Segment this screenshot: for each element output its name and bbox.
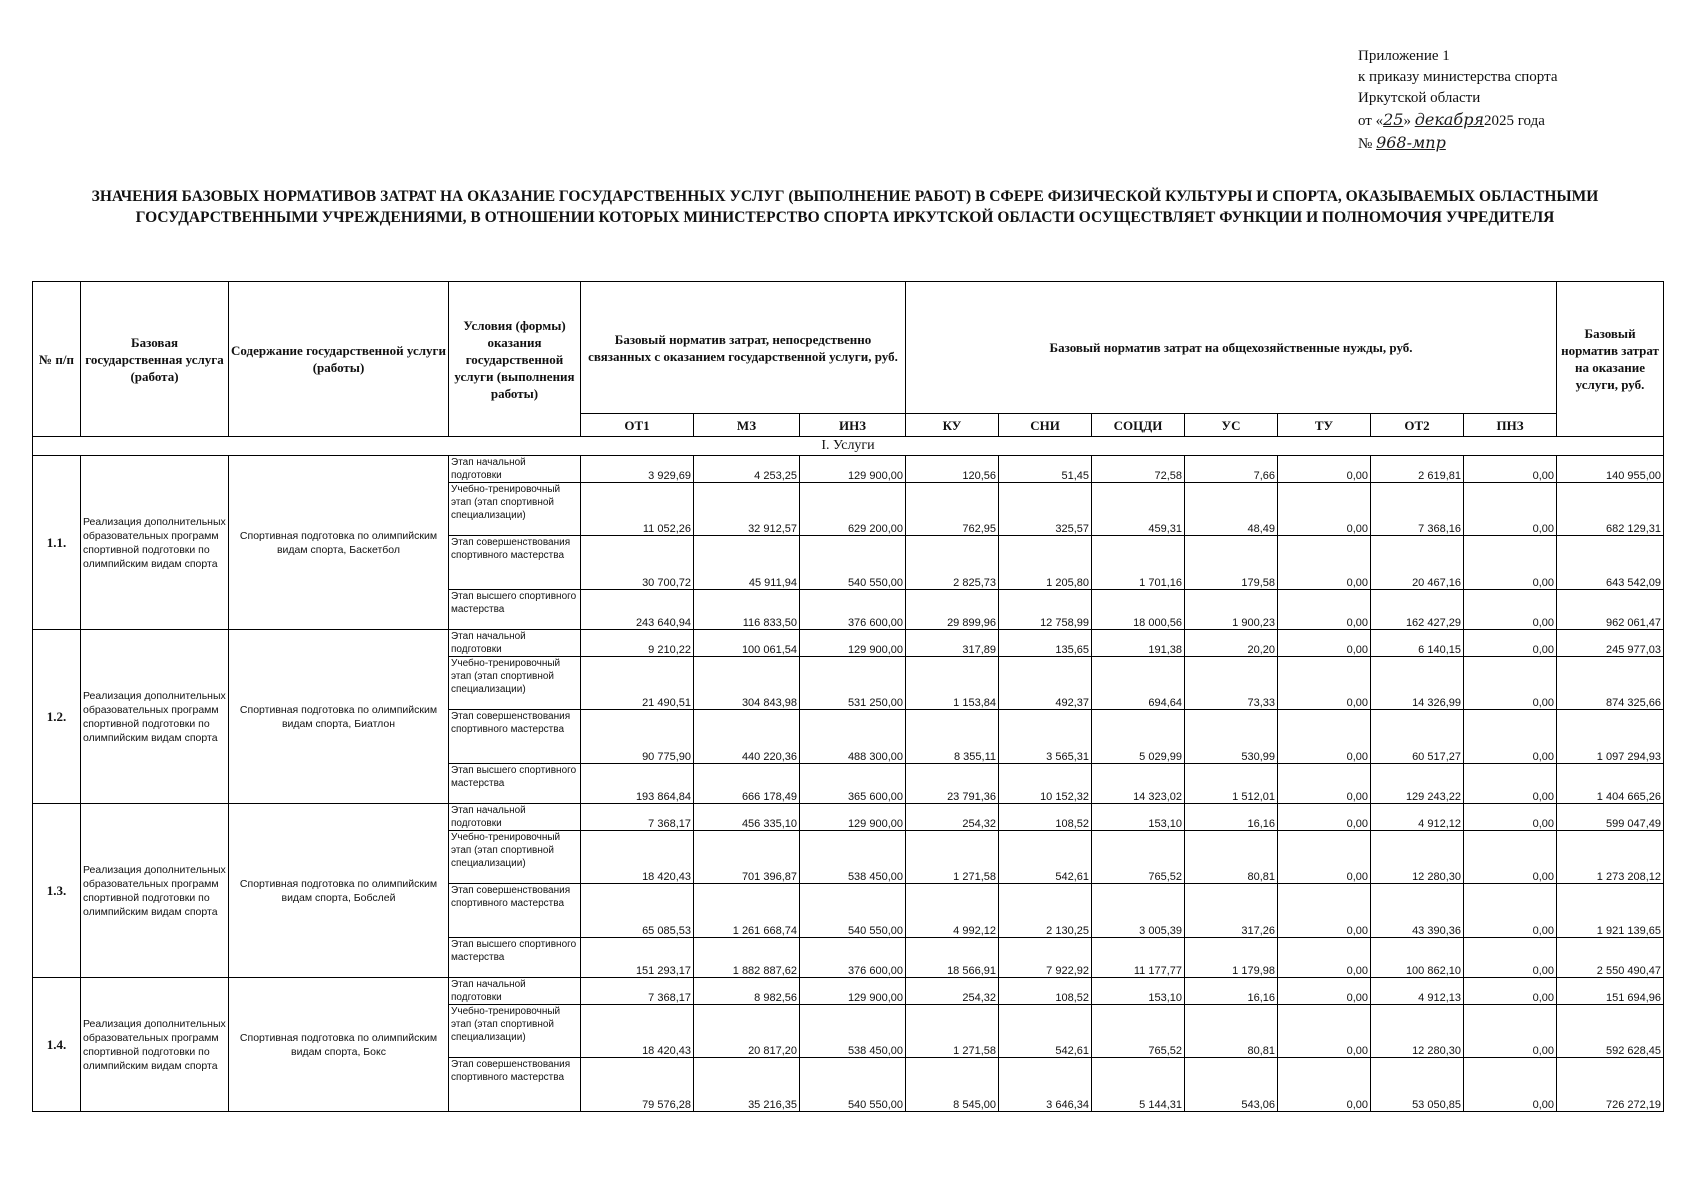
cost-value-cell: 29 899,96	[906, 590, 999, 630]
cost-value-cell: 4 912,12	[1371, 804, 1464, 831]
number-prefix: №	[1358, 136, 1377, 152]
stage-cell: Этап совершенствования спортивного мастерства	[449, 710, 581, 764]
date-day-handwritten: 25	[1383, 110, 1404, 129]
cost-value-cell: 12 280,30	[1371, 831, 1464, 884]
date-year: 2025 года	[1484, 113, 1545, 129]
cost-value-cell: 9 210,22	[581, 630, 694, 657]
cost-value-cell: 459,31	[1092, 483, 1185, 536]
cost-value-cell: 4 912,13	[1371, 978, 1464, 1005]
cost-value-cell: 765,52	[1092, 1005, 1185, 1058]
cost-value-cell: 43 390,36	[1371, 884, 1464, 938]
cost-value-cell: 135,65	[999, 630, 1092, 657]
cost-value-cell: 90 775,90	[581, 710, 694, 764]
cost-value-cell: 129 900,00	[800, 978, 906, 1005]
header-general-costs: Базовый норматив затрат на общехозяйственные нужды, руб.	[906, 282, 1557, 414]
cost-value-cell: 129 900,00	[800, 804, 906, 831]
cost-value-cell: 543,06	[1185, 1058, 1278, 1112]
cost-value-cell: 179,58	[1185, 536, 1278, 590]
stage-cell: Этап высшего спортивного мастерства	[449, 764, 581, 804]
cost-value-cell: 11 177,77	[1092, 938, 1185, 978]
cost-value-cell: 0,00	[1278, 978, 1371, 1005]
stage-cell: Этап начальной подготовки	[449, 804, 581, 831]
cost-value-cell: 129 243,22	[1371, 764, 1464, 804]
base-service-cell: Реализация дополнительных образовательных программ спортивной подготовки по олимпийским видам спорта	[81, 456, 229, 630]
cost-value-cell: 108,52	[999, 978, 1092, 1005]
cost-value-cell: 243 640,94	[581, 590, 694, 630]
cost-value-cell: 151 293,17	[581, 938, 694, 978]
cost-value-cell: 0,00	[1278, 483, 1371, 536]
row-number: 1.2.	[33, 630, 81, 804]
row-number: 1.1.	[33, 456, 81, 630]
cost-value-cell: 79 576,28	[581, 1058, 694, 1112]
cost-value-cell: 6 140,15	[1371, 630, 1464, 657]
cost-value-cell: 14 323,02	[1092, 764, 1185, 804]
table-row	[33, 630, 1664, 657]
cost-value-cell: 0,00	[1278, 884, 1371, 938]
cost-value-cell: 0,00	[1278, 831, 1371, 884]
cost-value-cell: 8 355,11	[906, 710, 999, 764]
cost-value-cell: 65 085,53	[581, 884, 694, 938]
cost-value-cell: 23 791,36	[906, 764, 999, 804]
cost-value-cell: 0,00	[1464, 1005, 1557, 1058]
subheader-cell: МЗ	[694, 414, 800, 437]
cost-value-cell: 762,95	[906, 483, 999, 536]
cost-value-cell: 4 253,25	[694, 456, 800, 483]
cost-value-cell: 540 550,00	[800, 536, 906, 590]
cost-value-cell: 317,26	[1185, 884, 1278, 938]
cost-value-cell: 10 152,32	[999, 764, 1092, 804]
cost-value-cell: 5 029,99	[1092, 710, 1185, 764]
cost-value-cell: 0,00	[1464, 938, 1557, 978]
cost-value-cell: 73,33	[1185, 657, 1278, 710]
cost-value-cell: 542,61	[999, 1005, 1092, 1058]
cost-value-cell: 11 052,26	[581, 483, 694, 536]
cost-value-cell: 1 701,16	[1092, 536, 1185, 590]
total-cost-cell: 2 550 490,47	[1557, 938, 1664, 978]
total-cost-cell: 726 272,19	[1557, 1058, 1664, 1112]
cost-value-cell: 0,00	[1278, 657, 1371, 710]
cost-value-cell: 35 216,35	[694, 1058, 800, 1112]
cost-value-cell: 1 261 668,74	[694, 884, 800, 938]
total-cost-cell: 682 129,31	[1557, 483, 1664, 536]
cost-value-cell: 116 833,50	[694, 590, 800, 630]
stage-cell: Учебно-тренировочный этап (этап спортивной специализации)	[449, 483, 581, 536]
cost-value-cell: 18 420,43	[581, 831, 694, 884]
cost-value-cell: 666 178,49	[694, 764, 800, 804]
cost-value-cell: 0,00	[1278, 630, 1371, 657]
cost-value-cell: 100 061,54	[694, 630, 800, 657]
appendix-number	[1358, 132, 1658, 155]
document-title: ЗНАЧЕНИЯ БАЗОВЫХ НОРМАТИВОВ ЗАТРАТ НА ОКАЗАНИЕ ГОСУДАРСТВЕННЫХ УСЛУГ (ВЫПОЛНЕНИЕ РАБОТ) В СФЕРЕ ФИЗИЧЕСКОЙ КУЛЬТУРЫ И СПОРТА, ОКАЗЫВАЕМЫХ ОБЛАСТНЫМИ ГОСУДАРСТВЕННЫМИ УЧРЕЖДЕНИЯМИ, В ОТНОШЕНИИ КОТОРЫХ МИНИСТЕРСТВО СПОРТА ИРКУТСКОЙ ОБЛАСТИ ОСУЩЕСТВЛЯЕТ ФУНКЦИИ И ПОЛНОМОЧИЯ УЧРЕДИТЕЛЯ	[91, 188, 1599, 226]
subheader-cell: ОТ2	[1371, 414, 1464, 437]
stage-cell: Этап совершенствования спортивного мастерства	[449, 1058, 581, 1112]
cost-value-cell: 488 300,00	[800, 710, 906, 764]
cost-value-cell: 5 144,31	[1092, 1058, 1185, 1112]
stage-cell: Этап совершенствования спортивного мастерства	[449, 884, 581, 938]
date-prefix: от «	[1358, 113, 1384, 129]
row-number: 1.4.	[33, 978, 81, 1112]
cost-value-cell: 1 900,23	[1185, 590, 1278, 630]
service-content-cell: Спортивная подготовка по олимпийским видам спорта, Бокс	[229, 978, 449, 1112]
cost-value-cell: 16,16	[1185, 978, 1278, 1005]
base-service-cell: Реализация дополнительных образовательных программ спортивной подготовки по олимпийским видам спорта	[81, 630, 229, 804]
cost-value-cell: 1 882 887,62	[694, 938, 800, 978]
cost-value-cell: 0,00	[1464, 804, 1557, 831]
cost-value-cell: 538 450,00	[800, 1005, 906, 1058]
cost-value-cell: 7,66	[1185, 456, 1278, 483]
cost-value-cell: 456 335,10	[694, 804, 800, 831]
cost-value-cell: 765,52	[1092, 831, 1185, 884]
cost-value-cell: 72,58	[1092, 456, 1185, 483]
cost-value-cell: 540 550,00	[800, 1058, 906, 1112]
cost-value-cell: 0,00	[1464, 536, 1557, 590]
cost-value-cell: 7 368,17	[581, 978, 694, 1005]
table-row	[33, 456, 1664, 483]
cost-value-cell: 0,00	[1464, 657, 1557, 710]
subheader-cell: ПНЗ	[1464, 414, 1557, 437]
date-month-handwritten: декабря	[1414, 110, 1485, 129]
cost-value-cell: 325,57	[999, 483, 1092, 536]
cost-value-cell: 1 153,84	[906, 657, 999, 710]
subheader-cell: УС	[1185, 414, 1278, 437]
cost-value-cell: 20 467,16	[1371, 536, 1464, 590]
subheader-cell: СОЦДИ	[1092, 414, 1185, 437]
base-service-cell: Реализация дополнительных образовательных программ спортивной подготовки по олимпийским видам спорта	[81, 804, 229, 978]
cost-value-cell: 20 817,20	[694, 1005, 800, 1058]
stage-cell: Этап совершенствования спортивного мастерства	[449, 536, 581, 590]
cost-value-cell: 53 050,85	[1371, 1058, 1464, 1112]
cost-value-cell: 21 490,51	[581, 657, 694, 710]
stage-cell: Учебно-тренировочный этап (этап спортивной специализации)	[449, 831, 581, 884]
cost-value-cell: 0,00	[1464, 1058, 1557, 1112]
cost-value-cell: 376 600,00	[800, 938, 906, 978]
cost-value-cell: 20,20	[1185, 630, 1278, 657]
cost-value-cell: 629 200,00	[800, 483, 906, 536]
cost-value-cell: 1 205,80	[999, 536, 1092, 590]
service-content-cell: Спортивная подготовка по олимпийским видам спорта, Бобслей	[229, 804, 449, 978]
cost-value-cell: 0,00	[1464, 831, 1557, 884]
service-content-cell: Спортивная подготовка по олимпийским видам спорта, Биатлон	[229, 630, 449, 804]
appendix-order-ref: к приказу министерства спорта	[1358, 69, 1558, 85]
cost-value-cell: 48,49	[1185, 483, 1278, 536]
subheader-cell: КУ	[906, 414, 999, 437]
row-number: 1.3.	[33, 804, 81, 978]
cost-value-cell: 0,00	[1464, 764, 1557, 804]
appendix-region: Иркутской области	[1358, 90, 1481, 106]
total-cost-cell: 1 273 208,12	[1557, 831, 1664, 884]
cost-value-cell: 0,00	[1278, 804, 1371, 831]
cost-value-cell: 45 911,94	[694, 536, 800, 590]
cost-value-cell: 80,81	[1185, 831, 1278, 884]
cost-value-cell: 0,00	[1464, 978, 1557, 1005]
cost-value-cell: 0,00	[1278, 764, 1371, 804]
cost-value-cell: 18 420,43	[581, 1005, 694, 1058]
cost-value-cell: 530,99	[1185, 710, 1278, 764]
header-total: Базовый норматив затрат на оказание услуги, руб.	[1557, 282, 1664, 437]
cost-value-cell: 538 450,00	[800, 831, 906, 884]
cost-value-cell: 153,10	[1092, 804, 1185, 831]
total-cost-cell: 643 542,09	[1557, 536, 1664, 590]
appendix-block	[1358, 46, 1658, 155]
appendix-date	[1358, 109, 1658, 132]
cost-value-cell: 492,37	[999, 657, 1092, 710]
cost-value-cell: 304 843,98	[694, 657, 800, 710]
stage-cell: Учебно-тренировочный этап (этап спортивной специализации)	[449, 1005, 581, 1058]
cost-value-cell: 100 862,10	[1371, 938, 1464, 978]
cost-value-cell: 365 600,00	[800, 764, 906, 804]
cost-value-cell: 7 368,16	[1371, 483, 1464, 536]
cost-value-cell: 30 700,72	[581, 536, 694, 590]
subheader-cell: ОТ1	[581, 414, 694, 437]
cost-value-cell: 540 550,00	[800, 884, 906, 938]
appendix-title: Приложение 1	[1358, 48, 1450, 64]
date-mid: »	[1403, 113, 1415, 129]
cost-value-cell: 16,16	[1185, 804, 1278, 831]
cost-value-cell: 129 900,00	[800, 456, 906, 483]
table-row	[33, 804, 1664, 831]
cost-value-cell: 153,10	[1092, 978, 1185, 1005]
cost-value-cell: 0,00	[1278, 456, 1371, 483]
section-label: I. Услуги	[33, 437, 1664, 456]
cost-value-cell: 542,61	[999, 831, 1092, 884]
cost-value-cell: 3 005,39	[1092, 884, 1185, 938]
header-conditions: Условия (формы) оказания государственной услуги (выполнения работы)	[449, 282, 581, 437]
total-cost-cell: 1 404 665,26	[1557, 764, 1664, 804]
cost-value-cell: 1 271,58	[906, 1005, 999, 1058]
cost-value-cell: 18 000,56	[1092, 590, 1185, 630]
cost-norms-table	[32, 281, 1664, 1112]
cost-value-cell: 1 179,98	[1185, 938, 1278, 978]
cost-value-cell: 1 271,58	[906, 831, 999, 884]
cost-value-cell: 376 600,00	[800, 590, 906, 630]
total-cost-cell: 151 694,96	[1557, 978, 1664, 1005]
header-num: № п/п	[33, 282, 81, 437]
total-cost-cell: 245 977,03	[1557, 630, 1664, 657]
subheader-cell: ТУ	[1278, 414, 1371, 437]
cost-value-cell: 0,00	[1464, 483, 1557, 536]
stage-cell: Этап начальной подготовки	[449, 978, 581, 1005]
cost-value-cell: 694,64	[1092, 657, 1185, 710]
cost-value-cell: 80,81	[1185, 1005, 1278, 1058]
cost-value-cell: 440 220,36	[694, 710, 800, 764]
total-cost-cell: 592 628,45	[1557, 1005, 1664, 1058]
cost-value-cell: 0,00	[1464, 590, 1557, 630]
cost-value-cell: 193 864,84	[581, 764, 694, 804]
cost-value-cell: 1 512,01	[1185, 764, 1278, 804]
header-direct-costs: Базовый норматив затрат, непосредственно связанных с оказанием государственной услуги, руб.	[581, 282, 906, 414]
cost-value-cell: 0,00	[1278, 1058, 1371, 1112]
cost-value-cell: 8 545,00	[906, 1058, 999, 1112]
total-cost-cell: 599 047,49	[1557, 804, 1664, 831]
cost-value-cell: 254,32	[906, 978, 999, 1005]
cost-value-cell: 4 992,12	[906, 884, 999, 938]
cost-value-cell: 2 130,25	[999, 884, 1092, 938]
service-content-cell: Спортивная подготовка по олимпийским видам спорта, Баскетбол	[229, 456, 449, 630]
base-service-cell: Реализация дополнительных образовательных программ спортивной подготовки по олимпийским видам спорта	[81, 978, 229, 1112]
cost-value-cell: 0,00	[1464, 456, 1557, 483]
cost-value-cell: 531 250,00	[800, 657, 906, 710]
subheader-cell: ИНЗ	[800, 414, 906, 437]
cost-value-cell: 2 825,73	[906, 536, 999, 590]
cost-value-cell: 51,45	[999, 456, 1092, 483]
cost-value-cell: 0,00	[1464, 884, 1557, 938]
total-cost-cell: 874 325,66	[1557, 657, 1664, 710]
cost-value-cell: 162 427,29	[1371, 590, 1464, 630]
cost-value-cell: 3 646,34	[999, 1058, 1092, 1112]
cost-value-cell: 701 396,87	[694, 831, 800, 884]
cost-value-cell: 32 912,57	[694, 483, 800, 536]
stage-cell: Этап начальной подготовки	[449, 456, 581, 483]
stage-cell: Этап высшего спортивного мастерства	[449, 590, 581, 630]
cost-value-cell: 2 619,81	[1371, 456, 1464, 483]
cost-value-cell: 60 517,27	[1371, 710, 1464, 764]
cost-value-cell: 254,32	[906, 804, 999, 831]
stage-cell: Учебно-тренировочный этап (этап спортивной специализации)	[449, 657, 581, 710]
total-cost-cell: 962 061,47	[1557, 590, 1664, 630]
cost-value-cell: 7 368,17	[581, 804, 694, 831]
cost-value-cell: 0,00	[1278, 710, 1371, 764]
cost-value-cell: 0,00	[1464, 710, 1557, 764]
cost-value-cell: 0,00	[1278, 590, 1371, 630]
stage-cell: Этап начальной подготовки	[449, 630, 581, 657]
cost-value-cell: 14 326,99	[1371, 657, 1464, 710]
header-base-service: Базовая государственная услуга (работа)	[81, 282, 229, 437]
cost-value-cell: 191,38	[1092, 630, 1185, 657]
cost-value-cell: 317,89	[906, 630, 999, 657]
cost-value-cell: 120,56	[906, 456, 999, 483]
stage-cell: Этап высшего спортивного мастерства	[449, 938, 581, 978]
cost-value-cell: 0,00	[1278, 536, 1371, 590]
cost-value-cell: 0,00	[1278, 1005, 1371, 1058]
cost-value-cell: 108,52	[999, 804, 1092, 831]
cost-value-cell: 0,00	[1464, 630, 1557, 657]
total-cost-cell: 140 955,00	[1557, 456, 1664, 483]
cost-value-cell: 3 565,31	[999, 710, 1092, 764]
cost-value-cell: 12 758,99	[999, 590, 1092, 630]
subheader-cell: СНИ	[999, 414, 1092, 437]
cost-value-cell: 3 929,69	[581, 456, 694, 483]
number-handwritten: 968-мпр	[1376, 133, 1446, 152]
total-cost-cell: 1 097 294,93	[1557, 710, 1664, 764]
table-row	[33, 978, 1664, 1005]
cost-value-cell: 129 900,00	[800, 630, 906, 657]
total-cost-cell: 1 921 139,65	[1557, 884, 1664, 938]
cost-value-cell: 7 922,92	[999, 938, 1092, 978]
cost-value-cell: 12 280,30	[1371, 1005, 1464, 1058]
cost-value-cell: 0,00	[1278, 938, 1371, 978]
cost-value-cell: 18 566,91	[906, 938, 999, 978]
cost-value-cell: 8 982,56	[694, 978, 800, 1005]
header-content: Содержание государственной услуги (работы)	[229, 282, 449, 437]
